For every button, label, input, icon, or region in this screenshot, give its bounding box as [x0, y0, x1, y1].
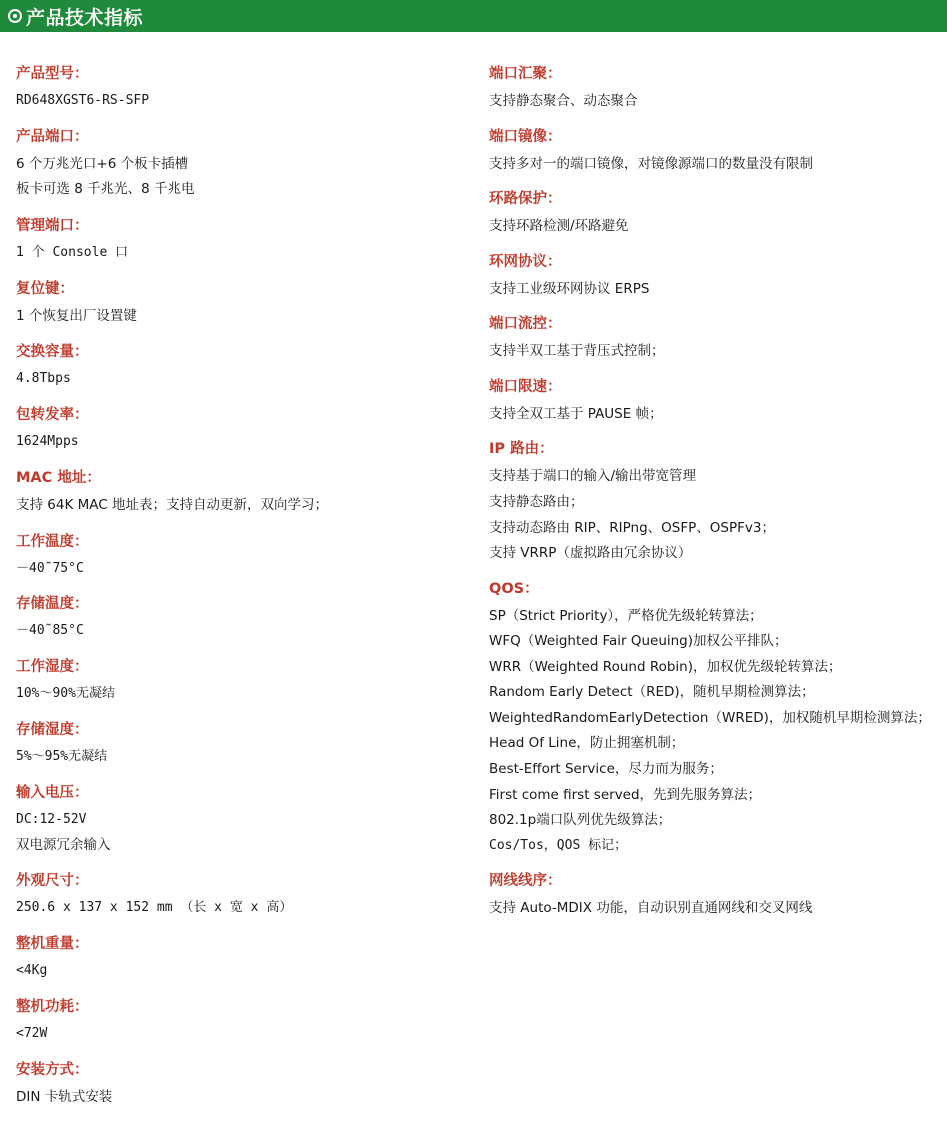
spec-label: 工作温度：: [16, 533, 89, 550]
spec-label: QOS：: [489, 580, 539, 597]
spec-block: [16, 869, 465, 918]
spec-value: 802.1p端口队列优先级算法；: [489, 812, 672, 829]
spec-label: 安装方式：: [16, 1061, 89, 1078]
spec-value: 支持环路检测/环路避免: [489, 218, 629, 235]
spec-value: 支持动态路由 RIP、RIPng、OSFP、OSPFv3；: [489, 519, 775, 536]
spec-value: 4.8Tbps: [16, 371, 71, 387]
spec-value: <72W: [16, 1026, 48, 1042]
spec-value: 支持全双工基于 PAUSE 帧；: [489, 405, 663, 422]
spec-label: 包转发率：: [16, 407, 89, 424]
spec-value: 1 个 Console 口: [16, 244, 129, 260]
product-circle-icon: [8, 9, 22, 23]
spec-block: [16, 592, 465, 641]
spec-label: 外观尺寸：: [16, 873, 89, 890]
spec-value: WRR（Weighted Round Robin)，加权优先级轮转算法；: [489, 658, 842, 675]
spec-label: 输入电压：: [16, 785, 89, 801]
spec-value: SP（Strict Priority），严格优先级轮转算法；: [489, 607, 763, 624]
spec-value: 双电源冗余输入: [16, 836, 111, 853]
spec-label: 环路保护：: [489, 191, 562, 208]
spec-label: 工作湿度：: [16, 659, 89, 676]
spec-block: [489, 869, 938, 919]
page-title: 产品技术指标: [26, 6, 144, 29]
spec-label: 环网协议：: [489, 253, 562, 270]
spec-value: 支持多对一的端口镜像，对镜像源端口的数量没有限制: [489, 155, 813, 172]
spec-block: [16, 403, 465, 452]
spec-value: 板卡可选 8 千兆光、8 千兆电: [16, 181, 195, 198]
spec-block: [16, 781, 465, 855]
spec-block: [489, 250, 938, 300]
spec-content: [0, 32, 947, 1142]
page-header: [0, 0, 947, 32]
spec-label: 网线线序：: [489, 872, 562, 889]
spec-label: 整机功耗：: [16, 999, 89, 1016]
spec-value: 5%～95%无凝结: [16, 749, 108, 765]
spec-block: [489, 577, 938, 856]
spec-value: 支持 64K MAC 地址表；支持自动更新，双向学习；: [16, 497, 328, 514]
spec-block: [16, 62, 465, 111]
spec-block: [16, 932, 465, 981]
spec-label: 存储温度：: [16, 596, 89, 613]
spec-value: 支持基于端口的输入/输出带宽管理: [489, 468, 697, 485]
spec-label: MAC 地址：: [16, 470, 101, 487]
spec-label: 端口汇聚：: [489, 66, 562, 82]
spec-block: [16, 214, 465, 263]
spec-value: DC:12-52V: [16, 812, 87, 827]
spec-label: 整机重量：: [16, 936, 89, 953]
right-spec-column: [473, 62, 946, 1122]
spec-value: 250.6 x 137 x 152 mm （长 x 宽 x 高）: [16, 900, 293, 916]
spec-block: [489, 62, 938, 112]
spec-value: 支持工业级环网协议 ERPS: [489, 280, 650, 297]
spec-block: [16, 655, 465, 704]
spec-value: 6 个万兆光口+6 个板卡插槽: [16, 155, 189, 172]
spec-value: Best-Effort Service，尽力而为服务；: [489, 761, 723, 777]
spec-label: 产品端口：: [16, 128, 89, 145]
spec-label: 存储湿度：: [16, 722, 89, 739]
spec-value: WFQ（Weighted Fair Queuing)加权公平排队；: [489, 633, 788, 650]
spec-value: <4Kg: [16, 963, 48, 979]
spec-label: 产品型号：: [16, 66, 89, 82]
spec-block: [16, 125, 465, 200]
spec-block: [16, 466, 465, 516]
spec-block: [16, 340, 465, 389]
spec-value: Random Early Detect（RED)，随机早期检测算法；: [489, 684, 815, 701]
spec-block: [489, 375, 938, 425]
spec-value: WeightedRandomEarlyDetection（WRED)，加权随机早期检测算法；: [489, 709, 931, 726]
spec-label: 交换容量：: [16, 344, 89, 361]
spec-value: －40˜75°C: [16, 560, 84, 576]
spec-block: [16, 718, 465, 767]
spec-value: 1624Mpps: [16, 434, 79, 450]
spec-value: Cos/Tos，QOS 标记；: [489, 837, 628, 853]
spec-block: [16, 1058, 465, 1108]
spec-block: [489, 312, 938, 362]
spec-block: [489, 437, 938, 563]
spec-value: 支持半双工基于背压式控制；: [489, 343, 665, 360]
spec-block: [16, 277, 465, 327]
spec-label: 管理端口：: [16, 217, 89, 234]
spec-block: [16, 995, 465, 1044]
spec-label: 端口镜像：: [489, 128, 562, 145]
spec-value: 支持 Auto-MDIX 功能，自动识别直通网线和交叉网线: [489, 899, 813, 916]
spec-value: 10%～90%无凝结: [16, 686, 115, 702]
spec-value: RD648XGST6-RS-SFP: [16, 93, 150, 108]
spec-label: 端口流控：: [489, 316, 562, 333]
spec-value: 支持 VRRP（虚拟路由冗余协议）: [489, 545, 692, 562]
spec-block: [16, 530, 465, 579]
spec-value: Head Of Line，防止拥塞机制；: [489, 735, 685, 752]
spec-value: 支持静态路由；: [489, 493, 584, 510]
spec-value: －40˜85°C: [16, 623, 84, 639]
spec-block: [489, 187, 938, 237]
spec-block: [489, 125, 938, 175]
spec-label: IP 路由：: [489, 441, 554, 458]
left-spec-column: [0, 62, 473, 1122]
spec-value: First come first served，先到先服务算法；: [489, 786, 762, 803]
spec-label: 端口限速：: [489, 378, 562, 395]
spec-label: 复位键：: [16, 280, 74, 297]
spec-value: 1 个恢复出厂设置键: [16, 307, 137, 324]
spec-value: 支持静态聚合、动态聚合: [489, 93, 638, 109]
spec-value: DIN 卡轨式安装: [16, 1088, 113, 1105]
